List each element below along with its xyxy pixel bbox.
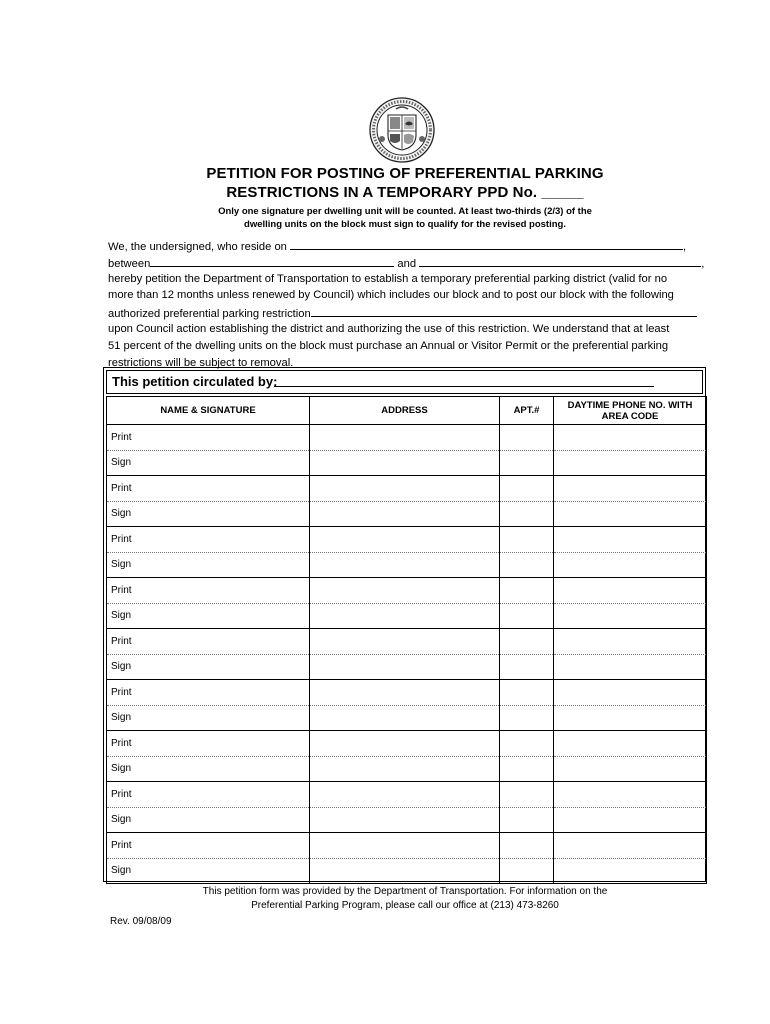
table-row bbox=[107, 680, 707, 706]
print-name-cell[interactable]: Print bbox=[107, 425, 310, 451]
phone-cell[interactable] bbox=[554, 450, 707, 476]
phone-cell[interactable] bbox=[554, 578, 707, 604]
footer-line2: Preferential Parking Program, please call our office at (213) 473-8260 bbox=[251, 900, 559, 911]
sign-name-cell[interactable]: Sign bbox=[107, 603, 310, 629]
table-row bbox=[107, 833, 707, 859]
table-row bbox=[107, 756, 707, 782]
between-label: between bbox=[108, 257, 151, 270]
document-title-line2: RESTRICTIONS IN A TEMPORARY PPD No. _____ bbox=[226, 184, 584, 201]
petition-body bbox=[108, 237, 708, 371]
sign-name-cell[interactable]: Sign bbox=[107, 807, 310, 833]
table-header-row bbox=[107, 397, 707, 425]
apt-cell[interactable] bbox=[500, 705, 554, 731]
print-name-cell[interactable]: Print bbox=[107, 833, 310, 859]
apt-cell[interactable] bbox=[500, 807, 554, 833]
address-cell[interactable] bbox=[310, 527, 500, 553]
print-name-cell[interactable]: Print bbox=[107, 527, 310, 553]
table-row bbox=[107, 782, 707, 808]
phone-cell[interactable] bbox=[554, 629, 707, 655]
header-apt: APT.# bbox=[500, 397, 554, 425]
between-line bbox=[108, 254, 708, 271]
phone-cell[interactable] bbox=[554, 782, 707, 808]
apt-cell[interactable] bbox=[500, 680, 554, 706]
table-row bbox=[107, 476, 707, 502]
table-row bbox=[107, 425, 707, 451]
print-name-cell[interactable]: Print bbox=[107, 680, 310, 706]
table-row bbox=[107, 705, 707, 731]
circulator-name-blank[interactable] bbox=[274, 386, 654, 387]
apt-cell[interactable] bbox=[500, 629, 554, 655]
address-cell[interactable] bbox=[310, 578, 500, 604]
apt-cell[interactable] bbox=[500, 476, 554, 502]
address-cell[interactable] bbox=[310, 756, 500, 782]
restriction-label: authorized preferential parking restriction bbox=[108, 308, 311, 321]
restriction-blank[interactable] bbox=[311, 304, 697, 317]
apt-cell[interactable] bbox=[500, 450, 554, 476]
circulated-by-label: This petition circulated by: bbox=[112, 374, 278, 389]
sign-name-cell[interactable]: Sign bbox=[107, 654, 310, 680]
print-name-cell[interactable]: Print bbox=[107, 476, 310, 502]
table-row bbox=[107, 450, 707, 476]
table-row bbox=[107, 807, 707, 833]
phone-cell[interactable] bbox=[554, 756, 707, 782]
body-line-3: hereby petition the Department of Transportation to establish a temporary preferential parking district (valid for no bbox=[108, 272, 668, 285]
phone-cell[interactable] bbox=[554, 501, 707, 527]
reside-line bbox=[108, 237, 708, 254]
apt-cell[interactable] bbox=[500, 654, 554, 680]
phone-cell[interactable] bbox=[554, 527, 707, 553]
table-row bbox=[107, 552, 707, 578]
phone-cell[interactable] bbox=[554, 807, 707, 833]
print-name-cell[interactable]: Print bbox=[107, 578, 310, 604]
apt-cell[interactable] bbox=[500, 731, 554, 757]
print-name-cell[interactable]: Print bbox=[107, 731, 310, 757]
apt-cell[interactable] bbox=[500, 858, 554, 884]
and-label: and bbox=[397, 257, 417, 270]
body-line-8: restrictions will be subject to removal. bbox=[108, 356, 294, 369]
table-row bbox=[107, 578, 707, 604]
address-cell[interactable] bbox=[310, 705, 500, 731]
restriction-line bbox=[108, 304, 708, 321]
circulated-by-box bbox=[106, 370, 703, 394]
body-line-4: more than 12 months unless renewed by Council) which includes our block and to post our block with the following bbox=[108, 289, 674, 302]
table-row bbox=[107, 629, 707, 655]
body-line-7: 51 percent of the dwelling units on the block must purchase an Annual or Visitor Permit or the preferential parking bbox=[108, 339, 669, 352]
address-cell[interactable] bbox=[310, 603, 500, 629]
phone-cell[interactable] bbox=[554, 680, 707, 706]
instruction-line1: Only one signature per dwelling unit will be counted. At least two-thirds (2/3) of the bbox=[218, 206, 592, 217]
address-cell[interactable] bbox=[310, 807, 500, 833]
print-name-cell[interactable]: Print bbox=[107, 782, 310, 808]
city-seal-logo bbox=[369, 97, 435, 163]
apt-cell[interactable] bbox=[500, 425, 554, 451]
address-cell[interactable] bbox=[310, 425, 500, 451]
phone-cell[interactable] bbox=[554, 858, 707, 884]
header-phone: DAYTIME PHONE NO. WITH AREA CODE bbox=[554, 397, 707, 425]
address-cell[interactable] bbox=[310, 450, 500, 476]
phone-cell[interactable] bbox=[554, 552, 707, 578]
table-row bbox=[107, 858, 707, 884]
address-cell[interactable] bbox=[310, 833, 500, 859]
sign-name-cell[interactable]: Sign bbox=[107, 858, 310, 884]
apt-cell[interactable] bbox=[500, 603, 554, 629]
to-street-blank[interactable] bbox=[419, 254, 701, 267]
apt-cell[interactable] bbox=[500, 833, 554, 859]
street-blank[interactable] bbox=[290, 237, 683, 250]
address-cell[interactable] bbox=[310, 782, 500, 808]
phone-cell[interactable] bbox=[554, 833, 707, 859]
table-row bbox=[107, 527, 707, 553]
address-cell[interactable] bbox=[310, 629, 500, 655]
phone-cell[interactable] bbox=[554, 654, 707, 680]
phone-cell[interactable] bbox=[554, 425, 707, 451]
address-cell[interactable] bbox=[310, 476, 500, 502]
sign-name-cell[interactable]: Sign bbox=[107, 501, 310, 527]
comma: , bbox=[701, 257, 705, 270]
table-row bbox=[107, 603, 707, 629]
signature-table bbox=[106, 396, 707, 884]
sign-name-cell[interactable]: Sign bbox=[107, 552, 310, 578]
address-cell[interactable] bbox=[310, 552, 500, 578]
apt-cell[interactable] bbox=[500, 501, 554, 527]
header-name-signature: NAME & SIGNATURE bbox=[107, 397, 310, 425]
apt-cell[interactable] bbox=[500, 756, 554, 782]
phone-cell[interactable] bbox=[554, 705, 707, 731]
footer-line1: This petition form was provided by the Department of Transportation. For information on the bbox=[202, 886, 608, 897]
phone-cell[interactable] bbox=[554, 731, 707, 757]
from-street-blank[interactable] bbox=[150, 254, 394, 267]
address-cell[interactable] bbox=[310, 858, 500, 884]
reside-label: We, the undersigned, who reside on bbox=[108, 241, 287, 253]
apt-cell[interactable] bbox=[500, 782, 554, 808]
revision-date: Rev. 09/08/09 bbox=[110, 916, 172, 927]
sign-name-cell[interactable]: Sign bbox=[107, 756, 310, 782]
address-cell[interactable] bbox=[310, 731, 500, 757]
phone-cell[interactable] bbox=[554, 603, 707, 629]
sign-name-cell[interactable]: Sign bbox=[107, 450, 310, 476]
address-cell[interactable] bbox=[310, 501, 500, 527]
instruction-line2: dwelling units on the block must sign to qualify for the revised posting. bbox=[244, 219, 566, 230]
document-title-line1: PETITION FOR POSTING OF PREFERENTIAL PARKING bbox=[206, 165, 604, 182]
apt-cell[interactable] bbox=[500, 527, 554, 553]
table-row bbox=[107, 731, 707, 757]
table-row bbox=[107, 501, 707, 527]
print-name-cell[interactable]: Print bbox=[107, 629, 310, 655]
header-address: ADDRESS bbox=[310, 397, 500, 425]
address-cell[interactable] bbox=[310, 654, 500, 680]
comma: , bbox=[683, 241, 687, 253]
apt-cell[interactable] bbox=[500, 552, 554, 578]
apt-cell[interactable] bbox=[500, 578, 554, 604]
body-line-6: upon Council action establishing the district and authorizing the use of this restriction. We understand that at least bbox=[108, 322, 670, 335]
table-row bbox=[107, 654, 707, 680]
sign-name-cell[interactable]: Sign bbox=[107, 705, 310, 731]
address-cell[interactable] bbox=[310, 680, 500, 706]
phone-cell[interactable] bbox=[554, 476, 707, 502]
